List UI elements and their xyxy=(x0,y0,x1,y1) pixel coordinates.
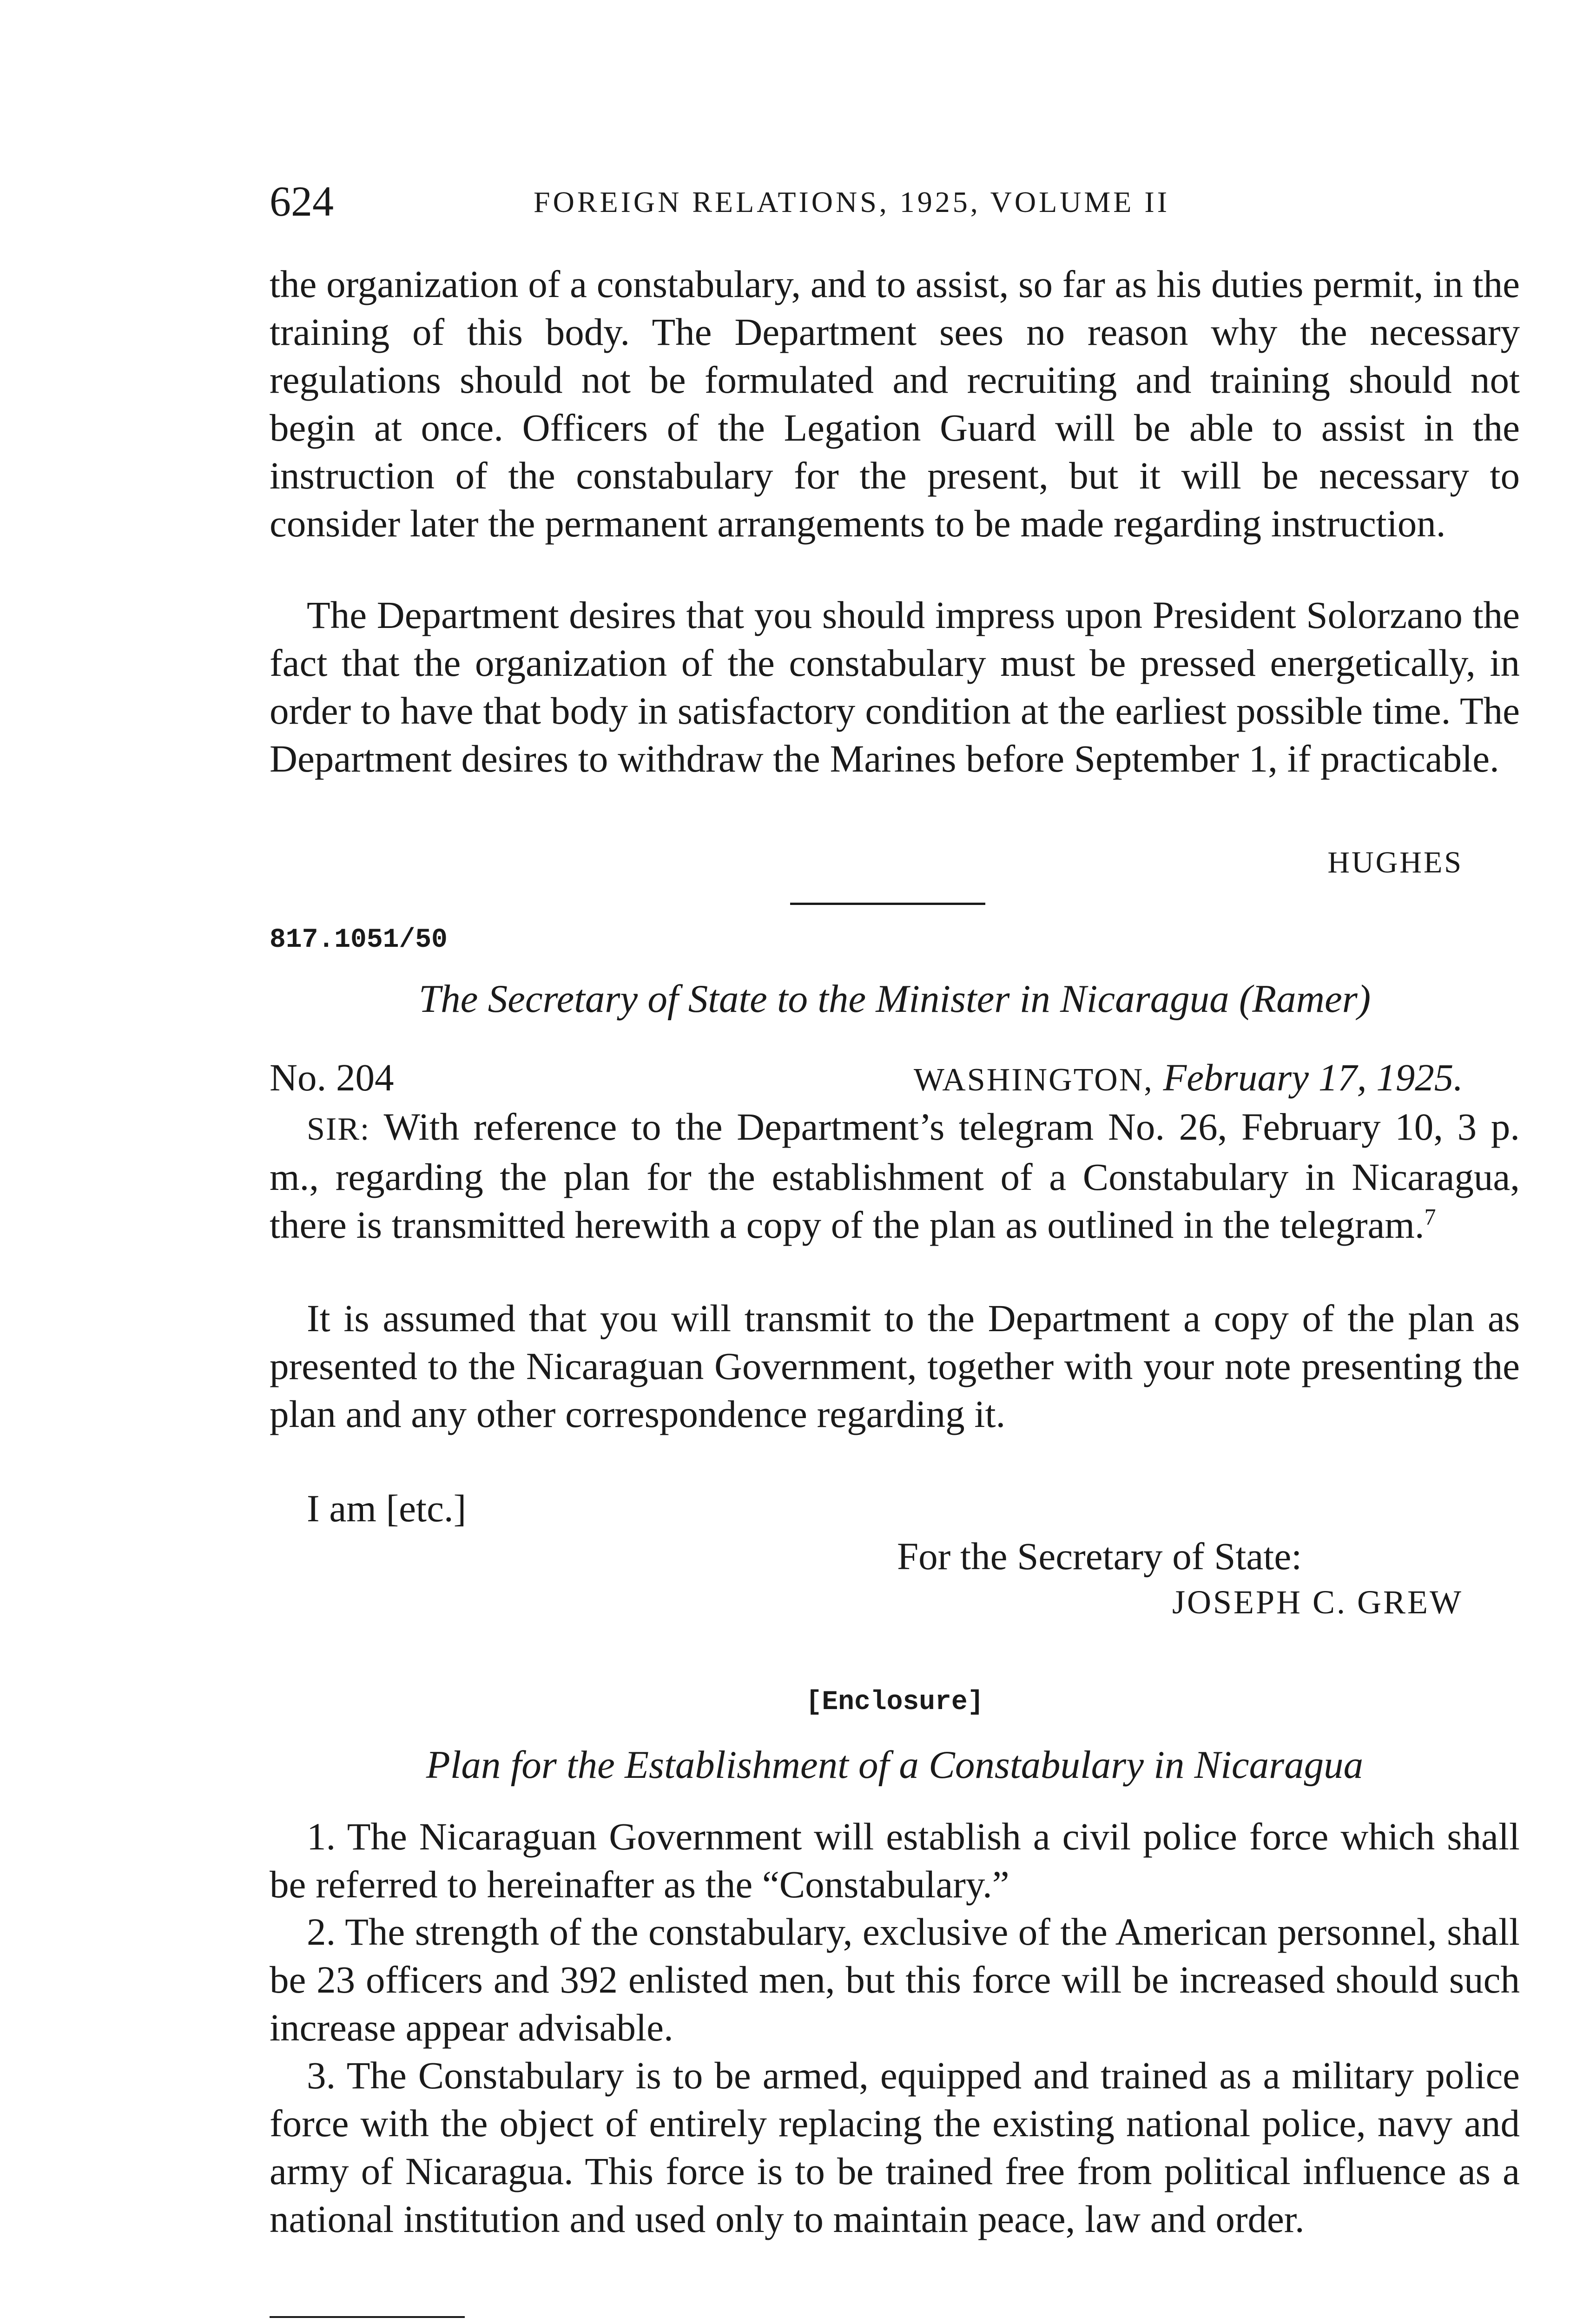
salutation: SIR: xyxy=(307,1111,370,1147)
footnote-divider xyxy=(270,2316,465,2318)
letter-paragraph-1-text: With reference to the Department’s telegram No. 26, February 10, 3 p. m., regarding the plan for the establishment of a Constabulary in Nicaragua, there is transmitted herewith a copy of the plan as outlined in the telegram. xyxy=(270,1105,1520,1246)
signature-hughes: HUGHES xyxy=(1327,845,1463,879)
running-title: FOREIGN RELATIONS, 1925, VOLUME II xyxy=(534,185,1170,218)
continuation-paragraph-1: the organization of a constabulary, and to assist, so far as his duties permit, in the training of this body. The Department sees no reason why the necessary regulations should not be formulated and recruiting and training should not begin at once. Officers of the Legation Guard will be able to assist in the instruction of the constabulary for the present, but it will be necessary to consider later the permanent arrangements to be made regarding instruction. xyxy=(270,263,1520,545)
dispatch-number: No. 204 xyxy=(270,1056,394,1099)
letter-paragraph-2: It is assumed that you will transmit to the Department a copy of the plan as presented to the Nicaraguan Government, together with your note presenting the plan and any other correspondence regarding it. xyxy=(270,1297,1520,1435)
page-number: 624 xyxy=(270,178,334,225)
place: WASHINGTON, xyxy=(913,1062,1154,1098)
letter-paragraph-1 xyxy=(270,1103,1520,1249)
continuation-paragraph-2: The Department desires that you should impress upon President Solorzano the fact that the organization of the constabulary must be pressed energetically, in order to have that body in satisfactory condition at the earliest possible time. The Department desires to withdraw the Marines before September 1, if practicable. xyxy=(270,594,1520,780)
enclosure-title: Plan for the Establishment of a Constabulary in Nicaragua xyxy=(426,1743,1364,1787)
plan-item-1: 1. The Nicaraguan Government will establish a civil police force which shall be referred to hereinafter as the “Constabulary.” xyxy=(270,1815,1520,1906)
plan-item-3: 3. The Constabulary is to be armed, equipped and trained as a military police force with the object of entirely replacing the existing national police, navy and army of Nicaragua. This force is to be trained free from political influence as a national institution and used only to maintain peace, law and order. xyxy=(270,2054,1520,2240)
file-number: 817.1051/50 xyxy=(270,925,448,955)
signature-line: For the Secretary of State: xyxy=(897,1535,1302,1578)
closing: I am [etc.] xyxy=(307,1487,467,1530)
place-date-line xyxy=(914,1055,1463,1100)
signer-name: JOSEPH C. GREW xyxy=(1172,1584,1463,1621)
section-divider xyxy=(790,903,985,905)
plan-item-2: 2. The strength of the constabulary, exclusive of the American personnel, shall be 23 officers and 392 enlisted men, but this force will be increased should such increase appear advisable. xyxy=(270,1910,1520,2049)
enclosure-label: [Enclosure] xyxy=(805,1687,984,1717)
document-heading: The Secretary of State to the Minister in Nicaragua (Ramer) xyxy=(418,977,1371,1021)
date: February 17, 1925. xyxy=(1163,1056,1463,1099)
footnote-reference: 7 xyxy=(1424,1204,1436,1230)
